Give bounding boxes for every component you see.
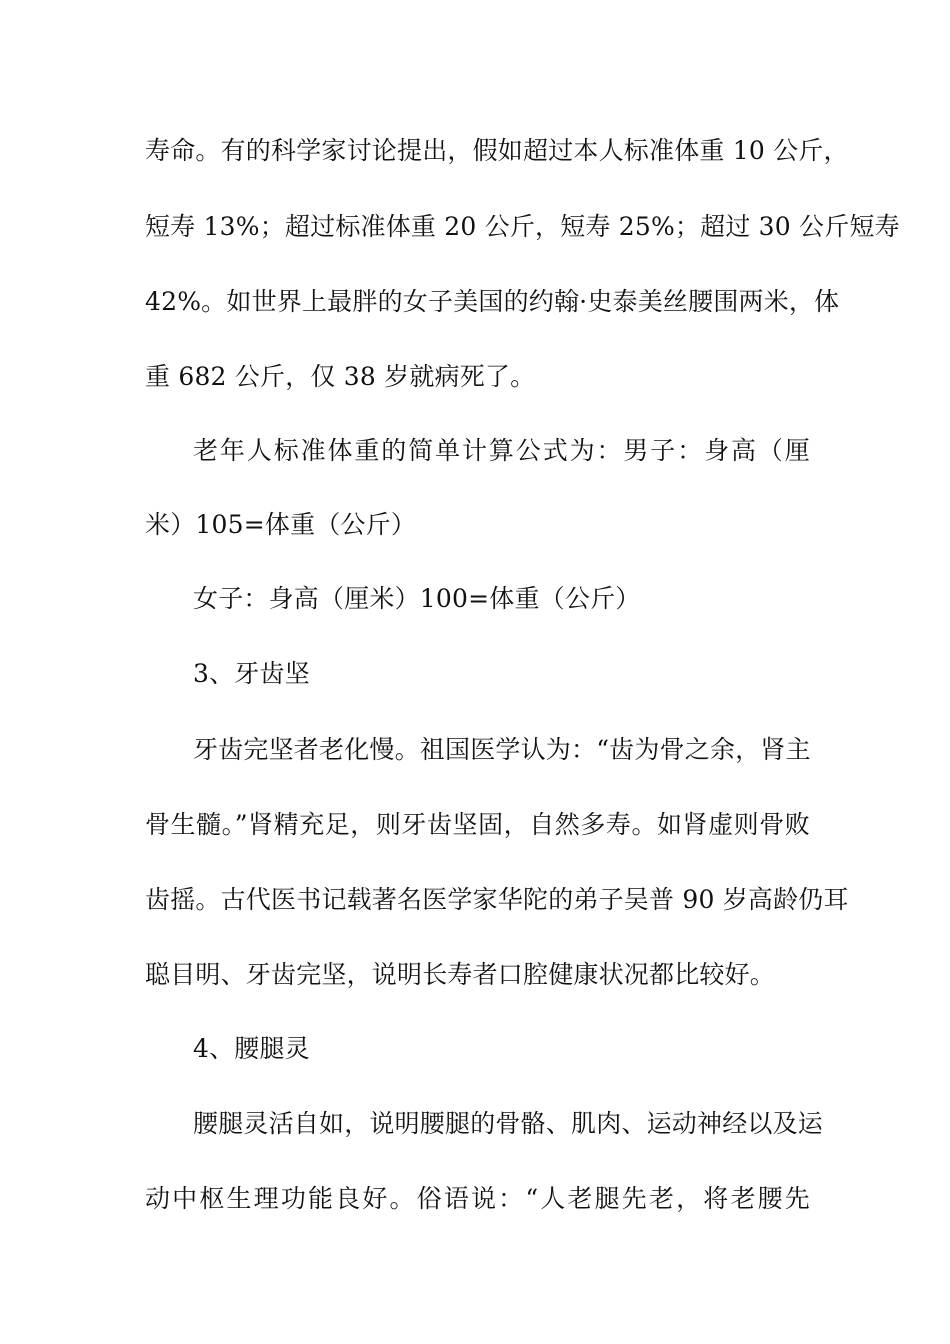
text-line-10: 骨生髓。”肾精充足，则牙齿坚固，自然多寿。如肾虚则骨败	[145, 810, 810, 839]
text-line-12: 聪目明、牙齿完坚，说明长寿者口腔健康状况都比较好。	[145, 960, 776, 989]
text-line-4: 重 682 公斤，仅 38 岁就病死了。	[145, 362, 536, 391]
section-heading-3: 3、牙齿坚	[193, 659, 310, 688]
text-line-14: 腰腿灵活自如，说明腰腿的骨骼、肌肉、运动神经以及运	[193, 1109, 824, 1138]
text-line-11: 齿摇。古代医书记载著名医学家华陀的弟子吴普 90 岁高龄仍耳	[145, 885, 849, 914]
text-line-1: 寿命。有的科学家讨论提出，假如超过本人标准体重 10 公斤，	[145, 136, 849, 165]
text-line-7: 女子：身高（厘米）100=体重（公斤）	[193, 584, 641, 613]
text-line-15: 动中枢生理功能良好。俗语说：“人老腿先老，将老腰先	[145, 1184, 810, 1213]
text-line-9: 牙齿完坚者老化慢。祖国医学认为：“齿为骨之余，肾主	[193, 735, 811, 764]
section-heading-4: 4、腰腿灵	[193, 1034, 310, 1063]
text-line-6: 米）105=体重（公斤）	[145, 510, 417, 539]
text-line-5: 老年人标准体重的简单计算公式为：男子：身高（厘	[193, 436, 810, 465]
text-line-3: 42%。如世界上最胖的女子美国的约翰·史泰美丝腰围两米，体	[145, 287, 840, 316]
text-line-2: 短寿 13%；超过标准体重 20 公斤，短寿 25%；超过 30 公斤短寿	[145, 212, 900, 241]
